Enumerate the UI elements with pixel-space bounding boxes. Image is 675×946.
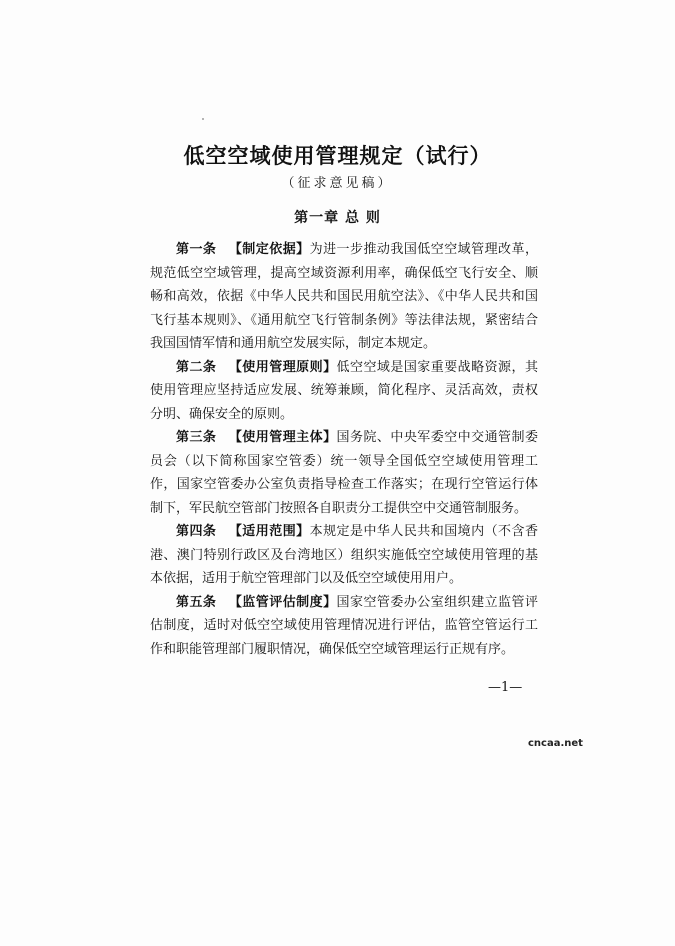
article-text: 国务院、中央军委空中交通管制委员会（以下简称国家空管委）统一领导全国低空空域使用管理工作，国家空管委办公室负责指导检查工作落实；在现行空管运行体制下，军民航空管部门按照各自职责分工提供空中交通管制服务。 xyxy=(150,430,538,516)
article-label: 第三条 xyxy=(176,430,217,445)
article-label: 第二条 xyxy=(176,359,217,375)
article-heading: 【使用管理原则】 xyxy=(228,359,337,375)
page-number: —1— xyxy=(488,680,523,695)
article-heading: 【适用范围】 xyxy=(228,524,310,539)
article-2 xyxy=(150,356,538,427)
article-1 xyxy=(150,238,538,356)
article-heading: 【监管评估制度】 xyxy=(228,594,337,610)
article-text: 为进一步推动我国低空空域管理改革，规范低空空域管理，提高空域资源利用率，确保低空飞行安全、顺畅和高效，依据《中华人民共和国民用航空法》、《中华人民共和国飞行基本规则》、《通用航空飞行管制条例》等法律法规，紧密结合我国国情军情和通用航空发展实际，制定本规定。 xyxy=(150,242,538,351)
article-text: 低空空域是国家重要战略资源，其使用管理应坚持适应发展、统筹兼顾，简化程序、灵活高效，责权分明、确保安全的原则。 xyxy=(150,359,538,422)
article-list xyxy=(150,238,538,661)
document-subtitle: （征求意见稿） xyxy=(281,176,394,191)
article-label: 第一条 xyxy=(176,242,217,257)
article-label: 第五条 xyxy=(176,594,217,610)
article-label: 第四条 xyxy=(176,524,217,539)
chapter-heading: 第一章 总 则 xyxy=(294,210,381,226)
article-text: 本规定是中华人民共和国境内（不含香港、澳门特别行政区及台湾地区）组织实施低空空域使用管理的基本依据，适用于航空管理部门以及低空空域使用用户。 xyxy=(150,524,538,586)
document-title: 低空空域使用管理规定（试行） xyxy=(183,143,492,168)
article-heading: 【使用管理主体】 xyxy=(228,430,337,445)
article-4 xyxy=(150,520,538,591)
article-5 xyxy=(150,591,538,662)
scan-speck xyxy=(202,118,204,120)
article-text: 国家空管委办公室组织建立监管评估制度，适时对低空空域使用管理情况进行评估，监管空管运行工作和职能管理部门履职情况，确保低空空域管理运行正规有序。 xyxy=(150,594,538,657)
source-watermark: cncaa.net xyxy=(528,738,583,749)
article-heading: 【制定依据】 xyxy=(228,242,310,257)
article-3 xyxy=(150,426,538,520)
